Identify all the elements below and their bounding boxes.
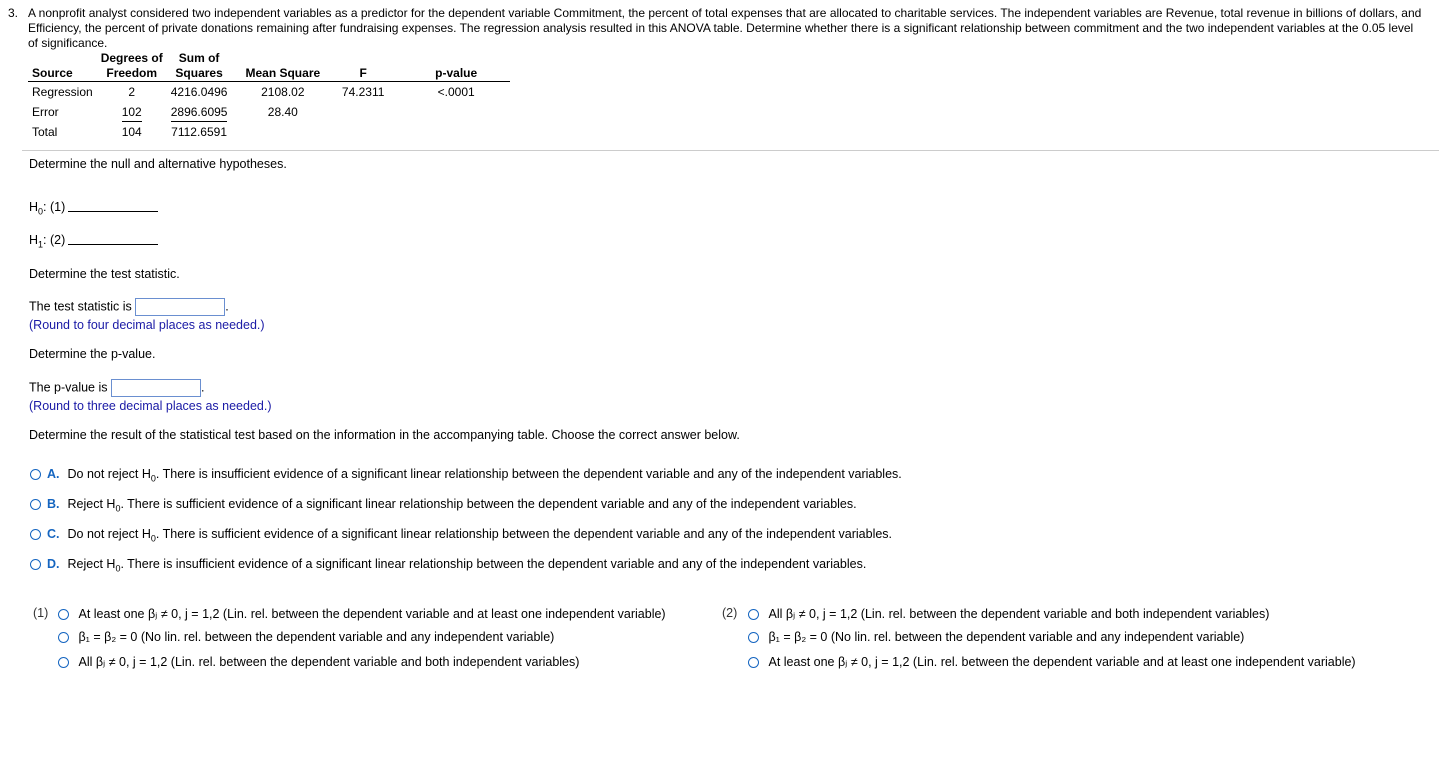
stat-prompt: Determine the test statistic. bbox=[29, 267, 180, 281]
col-ms: Mean Square bbox=[231, 51, 324, 82]
options2-label: (2) bbox=[722, 606, 738, 620]
col-df: Degrees of Freedom bbox=[97, 51, 167, 82]
radio-icon[interactable] bbox=[58, 632, 69, 643]
pvalue-prompt: Determine the p-value. bbox=[29, 347, 156, 361]
radio-icon[interactable] bbox=[58, 657, 69, 668]
anova-table bbox=[28, 51, 510, 142]
choice-d[interactable]: D. Reject $H_0$. There is insufficient evidence of a significant linear relationship between the dependent variable and any of the independent variables. bbox=[30, 557, 866, 574]
stat-hint: (Round to four decimal places as needed.) bbox=[29, 318, 265, 332]
h1-dropdown[interactable] bbox=[68, 244, 158, 245]
options1-item[interactable]: At least one βⱼ ≠ 0, j = 1,2 (Lin. rel. between the dependent variable and at least one independent variable) bbox=[58, 606, 666, 621]
radio-icon[interactable] bbox=[30, 499, 41, 510]
radio-icon[interactable] bbox=[748, 657, 759, 668]
options2-item[interactable]: β₁ = β₂ = 0 (No lin. rel. between the dependent variable and any independent variable) bbox=[748, 630, 1244, 644]
p-value-input[interactable] bbox=[111, 379, 201, 397]
options2-item[interactable]: All βⱼ ≠ 0, j = 1,2 (Lin. rel. between the dependent variable and both independent variables) bbox=[748, 606, 1269, 621]
table-row: Error 102 2896.6095 28.40 bbox=[28, 102, 510, 122]
options2-item[interactable]: At least one βⱼ ≠ 0, j = 1,2 (Lin. rel. between the dependent variable and at least one independent variable) bbox=[748, 654, 1356, 669]
choice-c[interactable]: C. Do not reject $H_0$. There is sufficient evidence of a significant linear relationship between the dependent variable and any of the independent variables. bbox=[30, 527, 892, 544]
radio-icon[interactable] bbox=[748, 632, 759, 643]
options1-item[interactable]: β₁ = β₂ = 0 (No lin. rel. between the dependent variable and any independent variable) bbox=[58, 630, 554, 644]
h1-line: $H_1$: (2) bbox=[29, 233, 158, 250]
h0-dropdown[interactable] bbox=[68, 211, 158, 212]
h0-line: $H_0$: (1) bbox=[29, 200, 158, 217]
radio-icon[interactable] bbox=[58, 609, 69, 620]
col-ss: Sum of Squares bbox=[167, 51, 232, 82]
choice-b[interactable]: B. Reject $H_0$. There is sufficient evidence of a significant linear relationship between the dependent variable and any of the independent variables. bbox=[30, 497, 857, 514]
col-p: p-value bbox=[402, 51, 510, 82]
options1-label: (1) bbox=[33, 606, 49, 620]
col-f: F bbox=[324, 51, 402, 82]
hypotheses-prompt: Determine the null and alternative hypotheses. bbox=[29, 157, 287, 171]
table-row: Regression 2 4216.0496 2108.02 74.2311 <.0001 bbox=[32, 85, 475, 99]
result-prompt: Determine the result of the statistical test based on the information in the accompanying table. Choose the correct answer below. bbox=[29, 428, 740, 442]
pvalue-line: The p-value is . bbox=[29, 379, 204, 397]
choice-a[interactable]: A. Do not reject $H_0$. There is insufficient evidence of a significant linear relationship between the dependent variable and any of the independent variables. bbox=[30, 467, 902, 484]
options1-item[interactable]: All βⱼ ≠ 0, j = 1,2 (Lin. rel. between the dependent variable and both independent variables) bbox=[58, 654, 579, 669]
col-source: Source bbox=[28, 51, 97, 82]
radio-icon[interactable] bbox=[748, 609, 759, 620]
test-statistic-input[interactable] bbox=[135, 298, 225, 316]
question-text: A nonprofit analyst considered two independent variables as a predictor for the dependent variable Commitment, the percent of total expenses that are allocated to charitable services. The independent variables are Revenue, total revenue in billions of dollars, and Efficiency, the percent of private donations remaining after fundraising expenses. The regression analysis resulted in this ANOVA table. Determine whether there is a significant relationship between commitment and the two independent variables at the 0.05 level of significance. bbox=[28, 6, 1422, 50]
stat-line: The test statistic is . bbox=[29, 298, 229, 316]
divider bbox=[22, 150, 1439, 151]
radio-icon[interactable] bbox=[30, 529, 41, 540]
pvalue-hint: (Round to three decimal places as needed.) bbox=[29, 399, 272, 413]
question-number: 3. bbox=[8, 6, 19, 20]
table-row: Total 104 7112.6591 bbox=[32, 125, 228, 139]
radio-icon[interactable] bbox=[30, 559, 41, 570]
radio-icon[interactable] bbox=[30, 469, 41, 480]
